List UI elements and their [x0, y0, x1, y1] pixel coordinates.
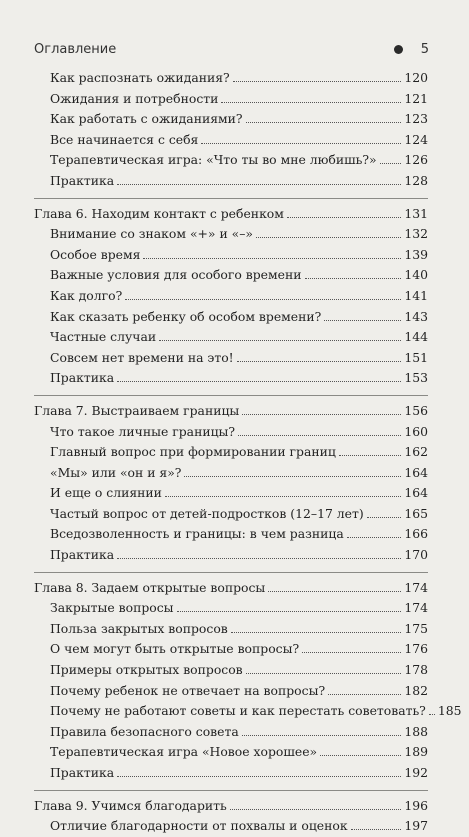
toc-entry-title: Практика — [50, 547, 115, 563]
dot-leader — [201, 142, 401, 144]
toc-section-entry[interactable] — [34, 171, 428, 192]
toc-entry-title: Практика — [50, 370, 115, 386]
toc-entry-title: Важные условия для особого времени — [50, 267, 302, 283]
dot-leader — [287, 216, 401, 218]
toc-section-entry[interactable] — [34, 348, 428, 369]
toc-page-number: 126 — [404, 152, 428, 168]
toc-page-number: 160 — [404, 423, 428, 439]
section-divider — [34, 395, 428, 396]
toc-page-number: 175 — [404, 620, 428, 636]
dot-leader — [429, 713, 435, 715]
toc-entry-title: Польза закрытых вопросов — [50, 620, 228, 636]
toc-entry-title: Глава 6. Находим контакт с ребенком — [34, 205, 284, 221]
toc-section-entry[interactable] — [34, 463, 428, 484]
toc-entry-title: Глава 7. Выстраиваем границы — [34, 402, 240, 418]
toc-entry-title: Практика — [50, 765, 115, 780]
dot-leader — [302, 651, 401, 653]
toc-entry-title: Почему не работают советы и как перестать советовать? — [50, 703, 426, 719]
toc-chapter-entry[interactable] — [34, 578, 428, 599]
toc-page-number: 185 — [437, 703, 462, 719]
toc-page-number: 153 — [404, 370, 428, 386]
section-divider — [34, 198, 428, 199]
toc-section-entry[interactable] — [34, 504, 428, 525]
toc-page-number: 144 — [404, 329, 428, 345]
toc-page-number: 164 — [404, 464, 428, 480]
toc-section-entry[interactable] — [34, 619, 428, 640]
toc-page-number: 165 — [404, 505, 428, 521]
toc-page-number: 164 — [404, 485, 428, 501]
dot-leader — [221, 101, 401, 103]
toc-page-number: 120 — [404, 70, 428, 85]
toc-page-number: 131 — [404, 205, 428, 221]
toc-section-entry[interactable] — [34, 109, 428, 130]
dot-leader — [117, 557, 401, 559]
dot-leader — [238, 434, 401, 436]
toc-page-number: 151 — [404, 349, 428, 365]
toc-section-entry[interactable] — [34, 816, 428, 837]
toc-page-number: 121 — [404, 90, 428, 106]
dot-leader — [117, 380, 401, 382]
toc-section-entry[interactable] — [34, 286, 428, 307]
toc-entry-title: Вседозволенность и границы: в чем разница — [50, 526, 344, 542]
toc-section-entry[interactable] — [34, 265, 428, 286]
toc-page-number: 174 — [404, 579, 428, 595]
toc-entry-title: Терапевтическая игра: «Что ты во мне любишь?» — [50, 152, 377, 168]
toc-entry-title: Глава 9. Учимся благодарить — [34, 797, 227, 813]
dot-leader — [184, 475, 401, 477]
toc-entry-title: Совсем нет времени на это! — [50, 349, 234, 365]
toc-page-number: 178 — [404, 662, 428, 678]
toc-chapter-entry[interactable] — [34, 204, 428, 225]
toc-section-entry[interactable] — [34, 545, 428, 566]
toc-section-entry[interactable] — [34, 524, 428, 545]
toc-section-entry[interactable] — [34, 722, 428, 743]
toc-entry-title: Терапевтическая игра «Новое хорошее» — [50, 744, 318, 760]
toc-section-entry[interactable] — [34, 68, 428, 89]
dot-leader — [339, 454, 401, 456]
dot-leader — [347, 536, 402, 538]
toc-section-entry[interactable] — [34, 224, 428, 245]
dot-leader — [159, 339, 401, 341]
toc-page-number: 156 — [404, 402, 428, 418]
toc-page-number: 174 — [404, 600, 428, 616]
toc-section-entry[interactable] — [34, 660, 428, 681]
toc-page-number: 123 — [404, 111, 428, 127]
toc-entry-title: Глава 8. Задаем открытые вопросы — [34, 579, 266, 595]
section-divider — [34, 572, 428, 573]
toc-chapter-entry[interactable] — [34, 401, 428, 422]
section-divider — [34, 790, 428, 791]
toc-entry-title: «Мы» или «он и я»? — [50, 464, 182, 480]
toc-page-number: 182 — [404, 682, 428, 698]
toc-page-number: 170 — [404, 547, 428, 563]
dot-leader — [231, 631, 402, 633]
toc-entry-title: Что такое личные границы? — [50, 423, 236, 439]
toc-section-entry[interactable] — [34, 422, 428, 443]
dot-leader — [380, 162, 402, 164]
dot-leader — [117, 183, 401, 185]
dot-leader — [242, 734, 402, 736]
toc-chapter-entry[interactable] — [34, 796, 428, 817]
dot-leader — [143, 257, 401, 259]
toc-page-number: 176 — [404, 641, 428, 657]
toc-page-number: 143 — [404, 308, 428, 324]
toc-section-entry[interactable] — [34, 701, 462, 722]
toc-entry-title: Почему ребенок не отвечает на вопросы? — [50, 682, 326, 698]
toc-section-entry[interactable] — [34, 742, 428, 763]
toc-page-number: 189 — [404, 744, 428, 760]
toc-section-entry[interactable] — [34, 368, 428, 389]
toc-entry-title: Закрытые вопросы — [50, 600, 174, 616]
dot-leader — [324, 319, 401, 321]
dot-leader — [177, 610, 402, 612]
dot-leader — [320, 754, 401, 756]
toc-page-number: 139 — [404, 246, 428, 262]
toc-page-number: 196 — [404, 797, 428, 813]
toc-entry-title: Все начинается с себя — [50, 131, 199, 147]
dot-leader — [246, 121, 402, 123]
toc-entry-title: Отличие благодарности от похвалы и оценок — [50, 818, 348, 834]
toc-section-entry[interactable] — [34, 89, 428, 110]
toc-entry-title: Практика — [50, 172, 115, 188]
dot-leader — [328, 693, 401, 695]
dot-leader — [125, 298, 401, 300]
toc-page-number: 124 — [404, 131, 428, 147]
dot-leader — [256, 236, 401, 238]
running-title: Оглавление — [34, 42, 117, 57]
toc-section-entry[interactable] — [34, 763, 428, 784]
toc-entry-title: Внимание со знаком «+» и «–» — [50, 226, 253, 242]
dot-leader — [268, 590, 401, 592]
toc-entry-title: Особое время — [50, 246, 141, 262]
toc-entry-title: Как сказать ребенку об особом времени? — [50, 308, 322, 324]
toc-page-number: 192 — [404, 765, 428, 780]
toc-entry-title: Частый вопрос от детей-подростков (12–17 лет) — [50, 505, 364, 521]
toc-section-entry[interactable] — [34, 681, 428, 702]
toc-entry-title: Частные случаи — [50, 329, 157, 345]
toc-section-entry[interactable] — [34, 245, 428, 266]
dot-leader — [230, 808, 402, 810]
toc-section-entry[interactable] — [34, 327, 428, 348]
toc-page-number: 140 — [404, 267, 428, 283]
toc-entry-title: Примеры открытых вопросов — [50, 662, 243, 678]
dot-leader — [233, 80, 402, 82]
toc-page-number: 197 — [404, 818, 428, 834]
dot-leader — [367, 516, 402, 518]
dot-leader — [351, 828, 402, 830]
page-number: 5 — [420, 42, 429, 57]
toc-section-entry[interactable] — [34, 442, 428, 463]
toc-entry-title: Главный вопрос при формировании границ — [50, 444, 336, 460]
bullet-dot-icon — [394, 45, 403, 54]
table-of-contents — [34, 68, 462, 837]
toc-section-entry[interactable] — [34, 150, 428, 171]
toc-section-entry[interactable] — [34, 307, 428, 328]
toc-entry-title: Как распознать ожидания? — [50, 70, 230, 85]
toc-section-entry[interactable] — [34, 598, 428, 619]
dot-leader — [242, 413, 401, 415]
toc-entry-title: О чем могут быть открытые вопросы? — [50, 641, 300, 657]
dot-leader — [165, 495, 401, 497]
toc-page-number: 141 — [404, 287, 428, 303]
dot-leader — [305, 277, 402, 279]
toc-entry-title: Правила безопасного совета — [50, 723, 239, 739]
toc-page-number: 166 — [404, 526, 428, 542]
toc-page-number: 128 — [404, 172, 428, 188]
toc-entry-title: Как долго? — [50, 287, 123, 303]
toc-section-entry[interactable] — [34, 130, 428, 151]
toc-entry-title: Ожидания и потребности — [50, 90, 219, 106]
toc-section-entry[interactable] — [34, 483, 428, 504]
toc-page-number: 132 — [404, 226, 428, 242]
dot-leader — [246, 672, 402, 674]
dot-leader — [237, 360, 402, 362]
toc-entry-title: И еще о слиянии — [50, 485, 162, 501]
toc-entry-title: Как работать с ожиданиями? — [50, 111, 243, 127]
dot-leader — [117, 775, 401, 777]
toc-page-number: 188 — [404, 723, 428, 739]
page-header — [34, 42, 429, 57]
toc-section-entry[interactable] — [34, 639, 428, 660]
toc-page-number: 162 — [404, 444, 428, 460]
